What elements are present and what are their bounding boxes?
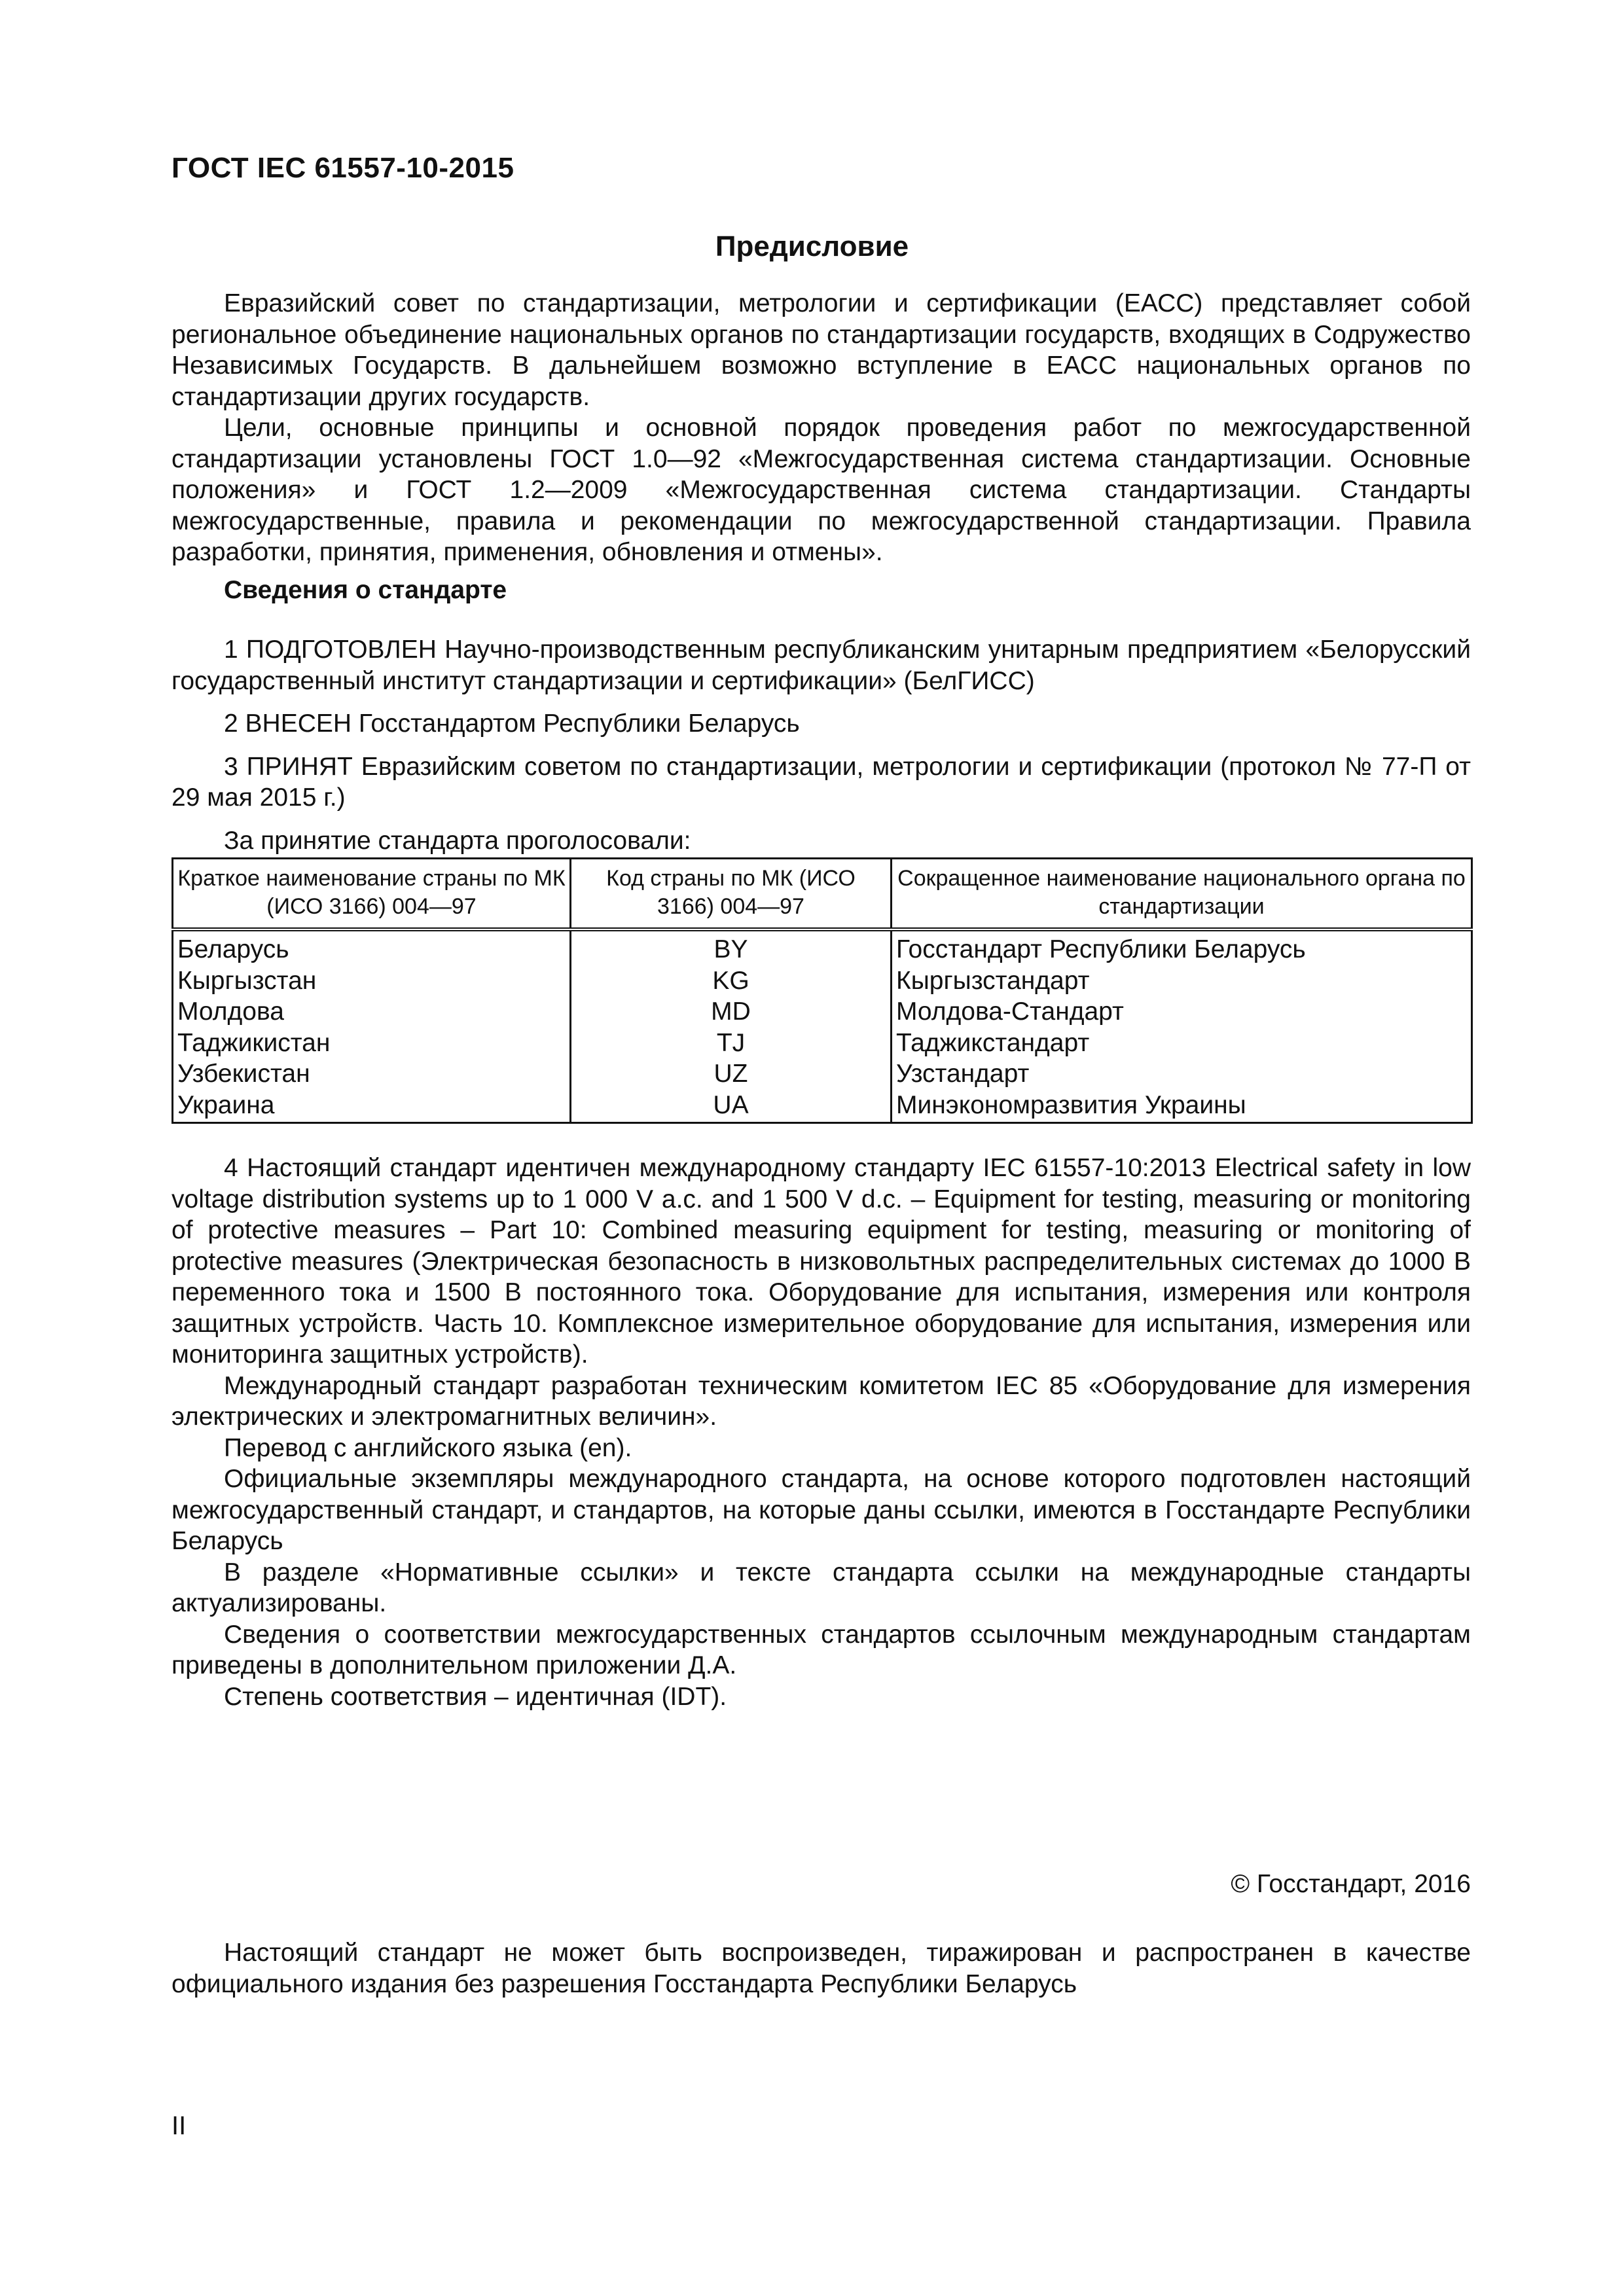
code-cell: UZ: [571, 1058, 892, 1090]
body-cell: Молдова-Стандарт: [892, 996, 1472, 1028]
country-cell: Таджикистан: [173, 1028, 571, 1059]
info-paragraph: Официальные экземпляры международного стандарта, на основе которого подготовлен настоящий межгосударственный стандарт, и стандартов, на которые даны ссылки, имеются в Госстандарте Республики Беларусь: [171, 1465, 1471, 1555]
foreword-content: [171, 288, 1471, 1712]
table-row: [173, 965, 1472, 997]
body-cell: Таджикстандарт: [892, 1028, 1472, 1059]
column-header-country: Краткое наименование страны по МК (ИСО 3166) 004—97: [173, 859, 571, 930]
foreword-paragraph: Цели, основные принципы и основной порядок проведения работ по межгосударственной стандартизации установлены ГОСТ 1.0—92 «Межгосударственная система стандартизации. Основные положения» и ГОСТ 1.2—2009 «Межгосударственная система стандартизации. Стандарты межгосударственные, правила и рекомендации по межгосударственной стандартизации. Правила разработки, принятия, применения, обновления и отмены».: [171, 414, 1471, 566]
body-cell: Минэкономразвития Украины: [892, 1090, 1472, 1123]
table-row: [173, 1090, 1472, 1123]
country-cell: Беларусь: [173, 929, 571, 965]
copyright-line: © Госстандарт, 2016: [1231, 1870, 1471, 1898]
table-row: [173, 996, 1472, 1028]
voting-table: [171, 857, 1473, 1124]
info-paragraph: Перевод с английского языка (en).: [224, 1433, 632, 1462]
votes-intro: За принятие стандарта проголосовали:: [224, 826, 691, 855]
body-cell: Узстандарт: [892, 1058, 1472, 1090]
info-paragraph: Степень соответствия – идентичная (IDT).: [224, 1682, 727, 1711]
column-header-body: Сокращенное наименование национального органа по стандартизации: [892, 859, 1472, 930]
code-cell: KG: [571, 965, 892, 997]
code-cell: TJ: [571, 1028, 892, 1059]
reproduction-notice: Настоящий стандарт не может быть воспроизведен, тиражирован и распространен в качестве официального издания без разрешения Госстандарта Республики Беларусь: [171, 1939, 1471, 1998]
code-cell: MD: [571, 996, 892, 1028]
page-number: II: [171, 2111, 187, 2140]
table-header-row: [173, 859, 1472, 930]
table-row: [173, 929, 1472, 965]
table-row: [173, 1058, 1472, 1090]
foreword-paragraph: Евразийский совет по стандартизации, метрологии и сертификации (ЕАСС) представляет собой региональное объединение национальных органов по стандартизации государств, входящих в Содружество Независимых Государств. В дальнейшем возможно вступление в ЕАСС национальных органов по стандартизации других государств.: [171, 289, 1471, 411]
info-paragraph: Международный стандарт разработан техническим комитетом IEC 85 «Оборудование для измерения электрических и электромагнитных величин».: [171, 1371, 1471, 1431]
country-cell: Молдова: [173, 996, 571, 1028]
info-item-prepared: 1 ПОДГОТОВЛЕН Научно-производственным республиканским унитарным предприятием «Белорусский государственный институт стандартизации и сертификации» (БелГИСС): [171, 636, 1471, 695]
section-heading: Сведения о стандарте: [224, 575, 507, 604]
table-row: [173, 1028, 1472, 1059]
body-cell: Кыргызстандарт: [892, 965, 1472, 997]
info-item-adopted: 3 ПРИНЯТ Евразийским советом по стандартизации, метрологии и сертификации (протокол № 77-П от 29 мая 2015 г.): [171, 752, 1471, 812]
info-item-submitted: 2 ВНЕСЕН Госстандартом Республики Беларусь: [224, 709, 800, 738]
country-cell: Узбекистан: [173, 1058, 571, 1090]
info-item-identical: 4 Настоящий стандарт идентичен международному стандарту IEC 61557-10:2013 Electrical safety in low voltage distribution systems up to 1 000 V a.c. and 1 500 V d.c. – Equipment for testing, measuring or monitoring of protective measures – Part 10: Combined measuring equipment for testing, measuring or monitoring of protective measures (Электрическая безопасность в низковольтных распределительных системах до 1000 В переменного тока и 1500 В постоянного тока. Оборудование для испытания, измерения или контроля защитных устройств. Часть 10. Комплексное измерительное оборудование для испытания, измерения или мониторинга защитных устройств).: [171, 1154, 1471, 1369]
country-cell: Украина: [173, 1090, 571, 1123]
foreword-title: Предисловие: [715, 230, 909, 262]
country-cell: Кыргызстан: [173, 965, 571, 997]
body-cell: Госстандарт Республики Беларусь: [892, 929, 1472, 965]
column-header-code: Код страны по МК (ИСО 3166) 004—97: [571, 859, 892, 930]
code-cell: BY: [571, 929, 892, 965]
info-paragraph: В разделе «Нормативные ссылки» и тексте стандарта ссылки на международные стандарты актуализированы.: [171, 1558, 1471, 1617]
standard-id-header: ГОСТ IEC 61557-10-2015: [171, 152, 514, 184]
code-cell: UA: [571, 1090, 892, 1123]
info-paragraph: Сведения о соответствии межгосударственных стандартов ссылочным международным стандартам приведены в дополнительном приложении Д.А.: [171, 1620, 1471, 1679]
